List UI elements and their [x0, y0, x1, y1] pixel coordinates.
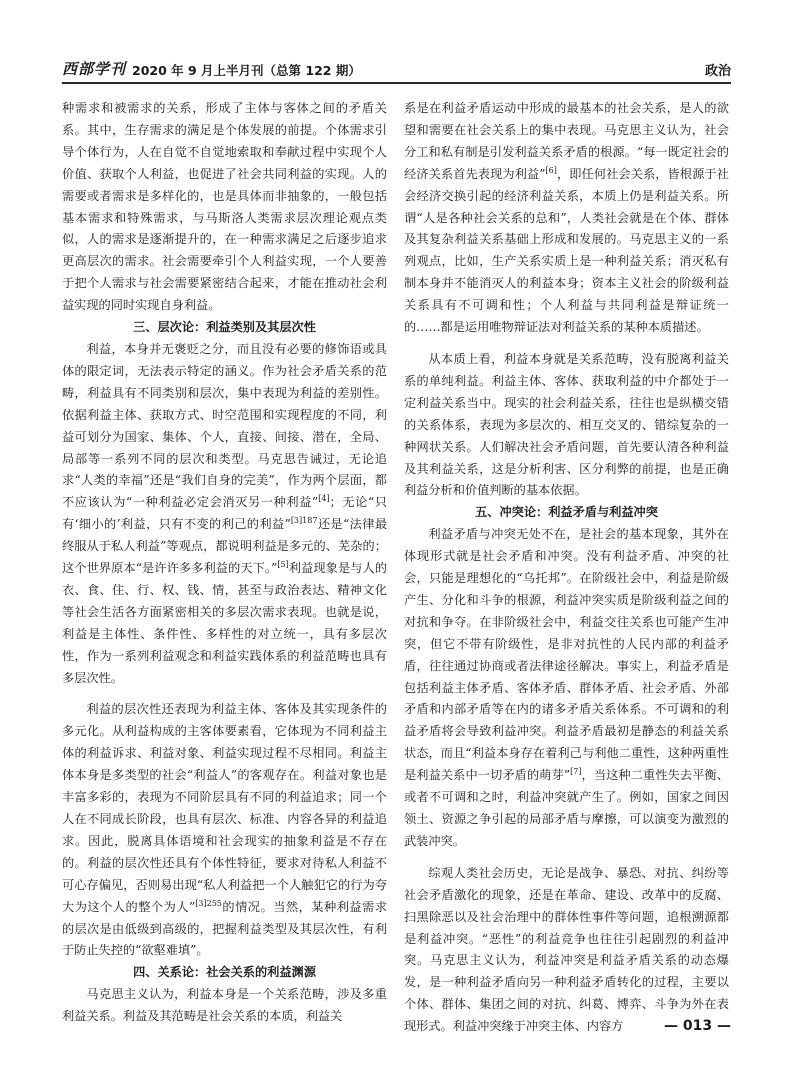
page-header: [62, 56, 731, 84]
page-number: — 013 —: [664, 1018, 731, 1034]
paragraph: 从本质上看，利益本身就是关系范畴，没有脱离利益关系的单纯利益。利益主体、客体、获取利益的中介都处于一定利益关系当中。现实的社会利益关系，往往也是纵横交错的关系体系，表现为多层次的、相互交叉的、错综复杂的一种网状关系。人们解决社会矛盾问题，首先要认清各种利益及其利益关系，这是分析利害、区分利弊的前提，也是正确利益分析和价值判断的基本依据。: [404, 351, 729, 498]
section-heading-4: 四、关系论：社会关系的利益渊源: [133, 965, 316, 980]
paragraph: 马克思主义认为，利益本身是一个关系范畴，涉及多重利益关系。利益及其范畴是社会关系的本质，利益关: [62, 987, 387, 1024]
citation: [7]: [570, 767, 582, 777]
left-column: [62, 98, 387, 1028]
paragraph: 种需求和被需求的关系，形成了主体与客体之间的矛盾关系。其中，生存需求的满足是个体发展的前提。个体需求引导个体行为，人在自觉不自觉地索取和奉献过程中实现个人价值、获取个人利益，也促进了社会共同利益的实现。人的需要或者需求是多样化的，也是具体而非抽象的，一般包括基本需求和特殊需求，与马斯洛人类需求层次理论观点类似，人的需求是逐渐提升的，在一种需求满足之后逐步追求更高层次的需求。社会需要牵引个人利益实现，一个人要善于把个人需求与社会需要紧密结合起来，才能在推动社会利益实现的同时实现自身利益。: [62, 101, 387, 313]
issue-info: 2020 年 9 月上半月刊（总第 122 期）: [132, 63, 361, 78]
citation: [3]255: [195, 898, 222, 908]
section-heading-5: 五、冲突论：利益矛盾与利益冲突: [475, 505, 658, 520]
header-left: [62, 58, 361, 82]
section-label: 政治: [704, 64, 731, 79]
paragraph: 综观人类社会历史，无论是战争、暴恐、对抗、纠纷等社会矛盾激化的现象，还是在革命、建设、改革中的反腐、扫黑除恶以及社会治理中的群体性事件等问题，追根溯源都是利益冲突。“恶性”的利益竞争也往往引起剧烈的利益冲突。马克思主义认为，利益冲突是利益矛盾关系的动态爆发，是一种利益矛盾向另一种利益矛盾转化的过程，主要以个体、群体、集团之间的对抗、纠葛、博弈、斗争为外在表现形式。利益冲突缘于冲突主体、内容方: [404, 865, 729, 1034]
citation: [4]: [318, 494, 330, 504]
journal-logo: 西部学刊: [62, 60, 127, 78]
paragraph: 系是在利益矛盾运动中形成的最基本的社会关系，是人的欲望和需要在社会关系上的集中表现。马克思主义认为，社会分工和私有制是引发利益关系矛盾的根源。“每一既定社会的经济关系首先表现为利益”[6]，即任何社会关系，皆根源于社会经济交换引起的经济利益关系，本质上仍是利益关系。所谓“人是各种社会关系的总和”，人类社会就是在个体、群体及其复杂利益关系基础上形成和发展的。马克思主义的一系列观点，比如，生产关系实质上是一种利益关系；消灭私有制本身并不能消灭人的利益本身；资本主义社会的阶级利益关系具有不可调和性；个人利益与共同利益是辩证统一的……都是运用唯物辩证法对利益关系的某种本质描述。: [404, 101, 729, 335]
citation: [3]187: [290, 516, 318, 526]
section-heading-3: 三、层次论：利益类别及其层次性: [133, 320, 316, 335]
paragraph: 利益，本身并无褒贬之分，而且没有必要的修饰语或具体的限定词，无法表示特定的涵义。作为社会矛盾关系的范畴，利益具有不同类别和层次，集中表现为利益的差别性。依据利益主体、获取方式、时空范围和实现程度的不同，利益可划分为国家、集体、个人，直接、间接、潜在，全局、局部等一系列不同的层次和类型。马克思告诫过，无论追求“人类的幸福”还是“我们自身的完美”，作为两个层面，都不应该认为“一种利益必定会消灭另一种利益”[4]；无论“只有‘细小的’利益，只有不变的利己的利益”$^{[3]187}$还是“法律最终服从于私人利益”等观点，都说明利益是多元的、芜杂的；这个世界原本“是许许多多利益的天下。”[5]利益现象是与人的衣、食、住、行、权、钱、情，甚至与政治表达、精神文化等社会生活各方面紧密相关的多层次需求表现。也就是说，利益是主体性、条件性、多样性的对立统一，具有多层次性，作为一系列利益观念和利益实践体系的利益范畴也具有多层次性。: [62, 341, 388, 685]
citation: [6]: [545, 165, 557, 175]
citation: [5]: [277, 559, 289, 569]
paragraph: 利益的层次性还表现为利益主体、客体及其实现条件的多元化。从利益构成的主客体要素看，它体现为不同利益主体的利益诉求、利益对象、利益实现过程不尽相同。利益主体本身是多类型的社会“利益人”的客观存在。利益对象也是丰富多彩的，表现为不同阶层具有不同的利益追求；同一个人在不同成长阶段，也具有层次、标准、内容各异的利益追求。因此，脱离具体语境和社会现实的抽象利益是不存在的。利益的层次性还具有个体性特征，要求对待私人利益不可心存偏见，否则易出现“私人利益把一个人触犯它的行为夸大为这个人的整个为人”$^{[3]255}$的情况。当然，某种利益需求的层次是由低级到高级的，把握利益类型及其层次性，有利于防止失控的“欲壑难填”。: [62, 702, 388, 958]
right-column: [404, 98, 729, 1038]
paragraph: 利益矛盾与冲突无处不在，是社会的基本现象，其外在体现形式就是社会矛盾和冲突。没有利益矛盾、冲突的社会，只能是理想化的“乌托邦”。在阶级社会中，利益是阶级产生、分化和斗争的根源，利益冲突实质是阶级利益之间的对抗和争夺。在非阶级社会中，利益交往关系也可能产生冲突，但它不带有阶级性，是非对抗性的人民内部的利益矛盾，往往通过协商或者法律途径解决。事实上，利益矛盾是包括利益主体矛盾、客体矛盾、群体矛盾、社会矛盾、外部矛盾和内部矛盾等在内的诸多矛盾关系体系。不可调和的利益矛盾将会导致利益冲突。利益矛盾最初是静态的利益关系状态，而且“利益本身存在着利己与利他二重性，这种两重性是利益关系中一切矛盾的萌芽”[7]，当这种二重性失去平衡、或者不可调和之时，利益冲突就产生了。例如，国家之间因领土、资源之争引起的局部矛盾与摩擦，可以演变为激烈的武装冲突。: [404, 527, 729, 848]
